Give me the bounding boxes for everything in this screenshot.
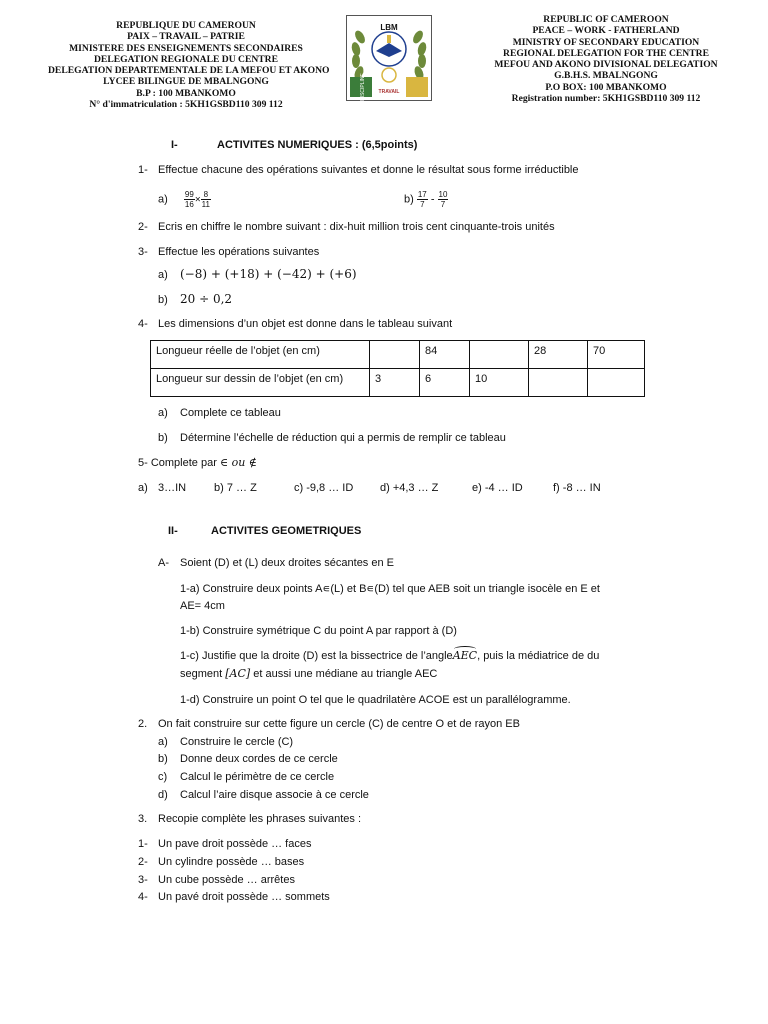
header-right-line: REGIONAL DELEGATION FOR THE CENTRE — [503, 47, 709, 59]
item-label: c) — [158, 771, 168, 783]
question-text: Effectue chacune des opérations suivantes et donne le résultat sous forme irréductible — [158, 164, 579, 176]
item-label: a) — [158, 269, 168, 281]
item-text: et aussi une médiane au triangle AEC — [253, 668, 438, 680]
header-left-line: B.P : 100 MBANKOMO — [136, 87, 236, 99]
numerator: 10 — [438, 190, 448, 199]
table-cell: 3 — [370, 369, 420, 397]
question-number: 1- — [138, 164, 148, 176]
item-text: 1-d) Construire un point O tel que le quadrilatère ACOE est un parallélogramme. — [180, 694, 571, 706]
q5-item: e) -4 … ID — [472, 482, 523, 494]
item-label: d) — [158, 789, 168, 801]
section-title: ACTIVITES NUMERIQUES : (6,5points) — [217, 139, 418, 151]
fraction — [417, 190, 428, 209]
header-right-line: PEACE – WORK - FATHERLAND — [532, 25, 680, 37]
item-text: segment — [180, 668, 223, 680]
item-text: Calcul l’aire disque associe à ce cercle — [180, 789, 369, 801]
header-left — [48, 20, 330, 111]
item-text: 1-a) Construire deux points A∊(L) et B∊(D) tel que AEB soit un triangle isocèle en E et — [180, 583, 600, 595]
q5-item: d) +4,3 … Z — [380, 482, 439, 494]
q5-item: b) 7 … Z — [214, 482, 257, 494]
item-label: 1- — [138, 838, 148, 850]
fraction — [184, 190, 195, 209]
q1-a — [158, 190, 211, 209]
question-text: On fait construire sur cette figure un cercle (C) de centre O et de rayon EB — [158, 718, 520, 730]
logo-text: TRAVAIL — [378, 89, 400, 95]
item-text: Un cube possède … arrêtes — [158, 874, 295, 886]
item-text: Un cylindre possède … bases — [158, 856, 305, 868]
q5-item: a) — [138, 482, 148, 494]
denominator: 7 — [440, 200, 446, 209]
header-right-line: MINISTRY OF SECONDARY EDUCATION — [512, 36, 700, 48]
table-cell — [470, 341, 529, 369]
item-text: Calcul le périmètre de ce cercle — [180, 771, 335, 783]
operator: × — [194, 194, 201, 206]
table-cell: 84 — [420, 341, 470, 369]
item-text: Un pave droit possède … faces — [158, 838, 312, 850]
item-label: a) — [158, 193, 168, 206]
header-right-line: G.B.H.S. MBALNGONG — [554, 70, 658, 82]
math-expression: (−8) + (+18) + (−42) + (+6) — [180, 267, 357, 281]
item-label: b) — [158, 294, 168, 306]
section-number: II- — [168, 525, 178, 537]
header-left-line: N° d'immatriculation : 5KH1GSBD110 309 112 — [89, 99, 283, 111]
question-number: 2. — [138, 718, 148, 730]
logo-text: DISCIPLINE — [360, 73, 366, 101]
table-cell — [529, 369, 588, 397]
header-right — [482, 14, 730, 104]
table-row — [151, 369, 645, 397]
q5-item: c) -9,8 … ID — [294, 482, 354, 494]
item-label: 2- — [138, 856, 148, 868]
question-text: Recopie complète les phrases suivantes : — [158, 813, 361, 825]
question-text: Les dimensions d’un objet est donne dans le tableau suivant — [158, 318, 453, 330]
fraction — [201, 190, 211, 209]
section-title: ACTIVITES GEOMETRIQUES — [211, 525, 362, 537]
table-cell: Longueur réelle de l’objet (en cm) — [151, 341, 370, 369]
question-number: 2- — [138, 221, 148, 233]
header-left-line: REPUBLIQUE DU CAMEROUN — [116, 20, 256, 31]
table-cell: 70 — [588, 341, 645, 369]
item-text: Détermine l’échelle de réduction qui a permis de remplir ce tableau — [180, 432, 506, 444]
operator: - — [430, 193, 435, 206]
header-left-line: DELEGATION DEPARTEMENTALE DE LA MEFOU ET AKONO — [48, 65, 330, 77]
header-left-line: DELEGATION REGIONALE DU CENTRE — [94, 53, 278, 65]
q1-b — [404, 190, 448, 209]
item-label: b) — [158, 753, 168, 765]
item-label: b) — [158, 432, 168, 444]
fraction — [438, 190, 449, 209]
item-text: AE= 4cm — [180, 600, 225, 612]
question-text: 5- Complete par — [138, 457, 217, 469]
table-row — [151, 341, 645, 369]
header-left-line: LYCEE BILINGUE DE MBALNGONG — [103, 76, 269, 88]
denominator: 16 — [184, 200, 194, 209]
table-cell: 10 — [470, 369, 529, 397]
table-cell: 28 — [529, 341, 588, 369]
question-text: Effectue les opérations suivantes — [158, 246, 320, 258]
table-cell — [370, 341, 420, 369]
header-right-line: Registration number: 5KH1GSBD110 309 112 — [511, 93, 701, 105]
question-number: 3- — [138, 246, 148, 258]
q5-item: f) -8 … IN — [553, 482, 601, 494]
table-cell — [588, 369, 645, 397]
item-text: , puis la médiatrice de du — [477, 650, 600, 662]
header-right-line: MEFOU AND AKONO DIVISIONAL DELEGATION — [494, 59, 718, 71]
header-right-line: P.O BOX: 100 MBANKOMO — [545, 81, 667, 93]
header-left-line: PAIX – TRAVAIL – PATRIE — [127, 31, 245, 43]
question-text: Ecris en chiffre le nombre suivant : dix-huit million trois cent cinquante-trois unités — [158, 221, 555, 233]
numerator: 99 — [184, 190, 194, 199]
dimensions-table — [150, 340, 645, 397]
item-text: Soient (D) et (L) deux droites sécantes en E — [180, 557, 394, 569]
item-text: 1-c) Justifie que la droite (D) est la bissectrice de l’angle — [180, 650, 453, 662]
item-text: Donne deux cordes de ce cercle — [180, 753, 338, 765]
item-text: 1-b) Construire symétrique C du point A par rapport à (D) — [180, 625, 457, 637]
numerator: 17 — [417, 190, 427, 199]
question-number: 3. — [138, 813, 148, 825]
item-label: 4- — [138, 891, 148, 903]
item-text: Un pavé droit possède … sommets — [158, 891, 330, 903]
angle-symbol: AEC — [452, 649, 478, 662]
table-cell: 6 — [420, 369, 470, 397]
math-expression: 20 ÷ 0,2 — [180, 292, 233, 306]
school-logo — [346, 15, 432, 101]
item-text: Complete ce tableau — [180, 407, 281, 419]
denominator: 11 — [201, 200, 210, 209]
section-number: I- — [171, 139, 178, 151]
header-left-line: MINISTERE DES ENSEIGNEMENTS SECONDAIRES — [69, 42, 303, 54]
q1c-line — [180, 649, 599, 663]
q5-item: 3…IN — [158, 482, 187, 494]
question-number: 4- — [138, 318, 148, 330]
item-text: Construire le cercle (C) — [180, 736, 294, 748]
item-label: a) — [158, 407, 168, 419]
q1c-line2 — [180, 667, 437, 681]
logo-text: LBM — [380, 23, 398, 32]
header-right-line: REPUBLIC OF CAMEROON — [543, 14, 669, 25]
numerator: 8 — [201, 190, 211, 200]
q5-line — [138, 456, 257, 470]
denominator: 7 — [420, 200, 425, 209]
item-label: a) — [158, 736, 168, 748]
item-label: b) — [404, 193, 414, 206]
item-label: 3- — [138, 874, 148, 886]
segment-symbol: [AC] — [225, 667, 251, 680]
math-symbols: ∈ ou ∉ — [219, 456, 257, 469]
table-cell: Longueur sur dessin de l’objet (en cm) — [151, 369, 370, 397]
item-label: A- — [158, 557, 169, 569]
